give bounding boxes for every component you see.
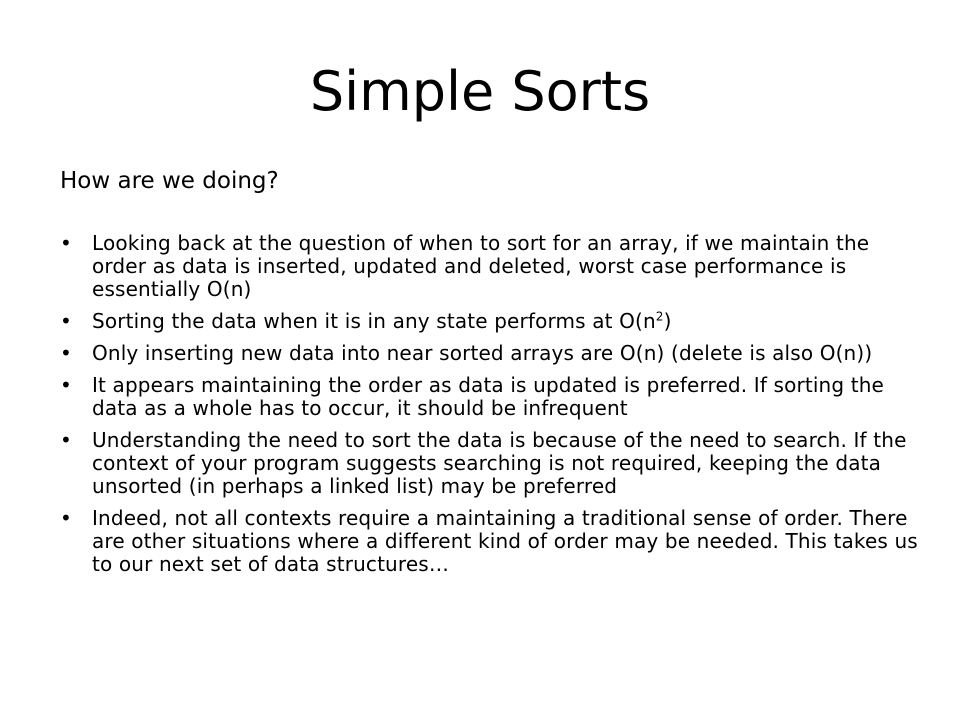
bullet-marker: • [60, 506, 72, 530]
slide-title: Simple Sorts [309, 60, 651, 123]
bullet-item [60, 310, 920, 333]
bullet-text: Understanding the need to sort the data is because of the need to search. If the context of your program suggests searching is not required, keeping the data unsorted (in perhaps a linked list) may be preferred [92, 428, 907, 498]
bullet-text: Sorting the data when it is in any state performs at O(n [92, 309, 656, 333]
bullet-item [60, 342, 920, 365]
bullet-marker: • [60, 373, 72, 397]
bullet-text: Only inserting new data into near sorted arrays are O(n) (delete is also O(n)) [92, 341, 873, 365]
bullet-marker: • [60, 428, 72, 452]
bullet-item [60, 374, 920, 420]
bullet-text: Indeed, not all contexts require a maintaining a traditional sense of order. There are other situations where a different kind of order may be needed. This takes us to our next set of data structures… [92, 506, 918, 576]
bullet-marker: • [60, 309, 72, 333]
bullet-exponent: 2 [655, 309, 664, 324]
bullet-item [60, 507, 920, 576]
bullet-marker: • [60, 341, 72, 365]
bullet-text: It appears maintaining the order as data is updated is preferred. If sorting the data as a whole has to occur, it should be infrequent [92, 373, 885, 420]
bullet-item [60, 429, 920, 498]
bullet-list [60, 232, 920, 585]
slide-subtitle: How are we doing? [60, 168, 279, 194]
bullet-text: Looking back at the question of when to sort for an array, if we maintain the order as data is inserted, updated and deleted, worst case performance is essentially O(n) [92, 231, 870, 301]
bullet-item [60, 232, 920, 301]
bullet-marker: • [60, 231, 72, 255]
bullet-text-suffix: ) [663, 309, 672, 333]
